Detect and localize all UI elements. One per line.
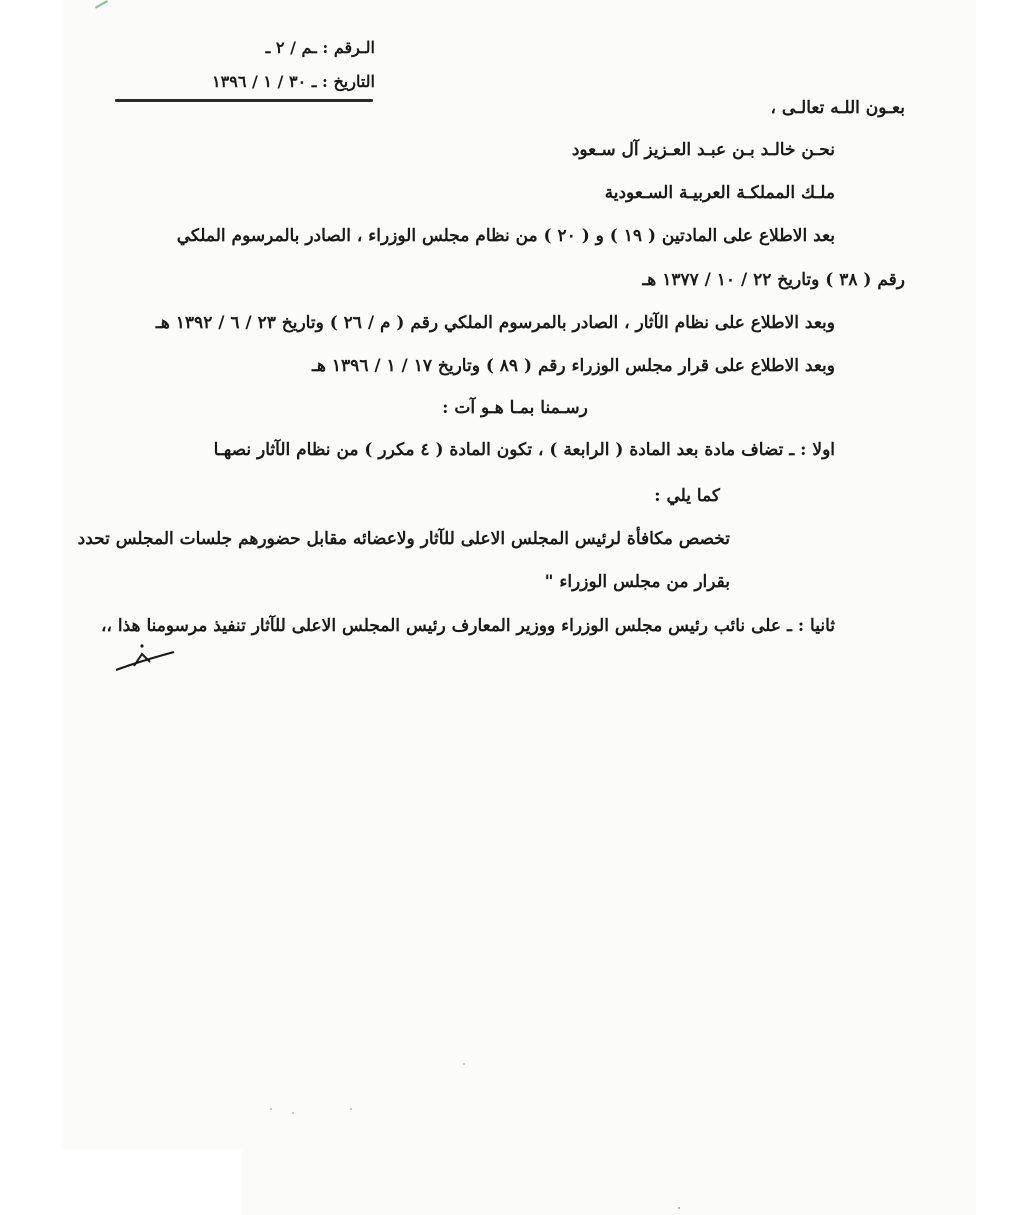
decree-heading: رسـمنا بمـا هـو آت : xyxy=(442,398,588,418)
preamble-line-2: وبعد الاطلاع على نظام الآثار ، الصادر بالمرسوم الملكي رقم ( م / ٢٦ ) وتاريخ ٢٣ / ٦ / ١٣٩٢ هـ xyxy=(155,313,835,333)
reference-number: الـرقم : ـم / ٢ ـ xyxy=(265,38,375,57)
scan-margin-left xyxy=(0,0,62,1215)
scan-margin-right xyxy=(976,0,1036,1215)
preamble-line-3: وبعد الاطلاع على قرار مجلس الوزراء رقم ( ٨٩ ) وتاريخ ١٧ / ١ / ١٣٩٦ هـ xyxy=(312,356,835,376)
first-article-line-b: كما يلي : xyxy=(654,486,720,506)
quoted-text-line-b: بقرار من مجلس الوزراء " xyxy=(544,572,730,592)
reference-date: التاريخ : ـ ٣٠ / ١ / ١٣٩٦ xyxy=(212,72,375,91)
signature-flourish-icon xyxy=(112,640,182,676)
corner-mark-icon xyxy=(90,0,108,9)
scan-speck xyxy=(292,1112,294,1114)
second-article-line: ثانيا : ـ على نائب رئيس مجلس الوزراء ووزير المعارف رئيس المجلس الاعلى للآثار تنفيذ مرسومنا هذا ،، xyxy=(101,616,835,636)
preamble-line-1a: بعد الاطلاع على المادتين ( ١٩ ) و ( ٢٠ ) من نظام مجلس الوزراء ، الصادر بالمرسوم الملكي xyxy=(176,226,835,246)
first-article-line-a: اولا : ـ تضاف مادة بعد المادة ( الرابعة ) ، تكون المادة ( ٤ مكرر ) من نظام الآثار نصهـا xyxy=(213,440,835,460)
scan-speck xyxy=(463,1063,465,1065)
scan-speck xyxy=(350,1108,352,1110)
king-name-line: نحـن خالـد بـن عبـد العـزيز آل سـعود xyxy=(571,140,835,160)
scan-margin-bottom xyxy=(62,1150,242,1215)
scan-speck xyxy=(270,1108,272,1110)
quoted-text-line-a: تخصص مكافأة لرئيس المجلس الاعلى للآثار ولاعضائه مقابل حضورهم جلسات المجلس تحدد xyxy=(77,529,730,549)
header-underline xyxy=(115,99,373,102)
invocation-line: بعـون اللـه تعالـى ، xyxy=(770,98,905,118)
king-title-line: ملـك المملكـة العربيـة السـعودية xyxy=(604,183,835,203)
preamble-line-1b: رقم ( ٣٨ ) وتاريخ ٢٢ / ١٠ / ١٣٧٧ هـ xyxy=(642,270,905,290)
scan-speck xyxy=(678,1207,680,1209)
